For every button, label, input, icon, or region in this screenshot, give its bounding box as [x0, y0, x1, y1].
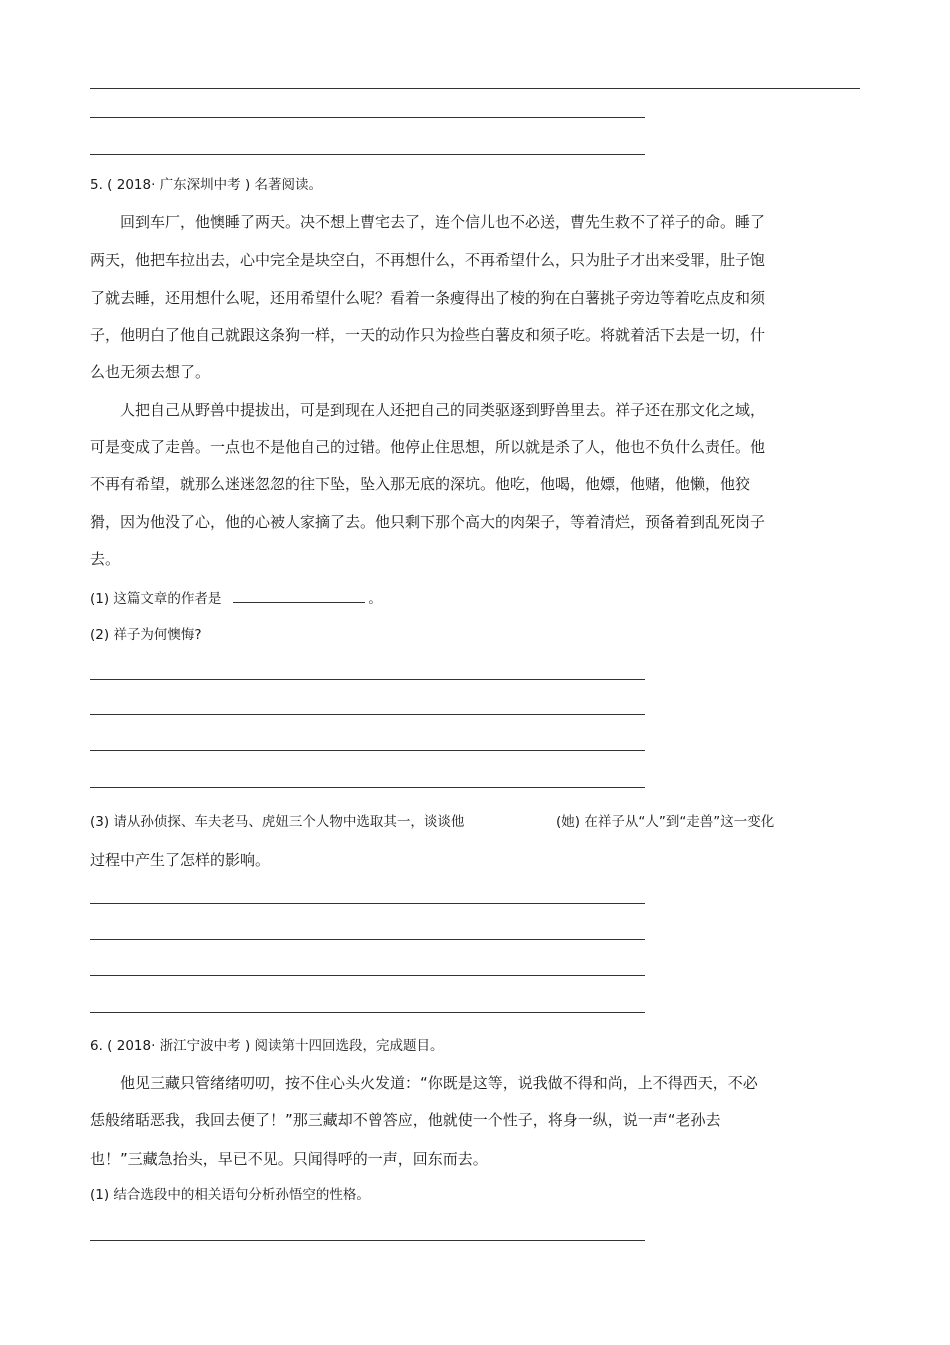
answer-line[interactable]	[90, 903, 645, 904]
passage-line: 了就去睡，还用想什么呢，还用希望什么呢？看着一条瘦得出了棱的狗在白薯挑子旁边等着吃点皮和须	[90, 289, 766, 307]
answer-line	[90, 88, 860, 89]
answer-line	[90, 117, 645, 118]
passage-line: 不再有希望，就那么迷迷忽忽的往下坠，坠入那无底的深坑。他吃，他喝，他嫖，他赌，他懒，他狡	[90, 475, 751, 493]
answer-line[interactable]	[90, 714, 645, 715]
answer-line	[90, 154, 645, 155]
question-6-header: 6. ( 2018· 浙江宁波中考 ) 阅读第十四回选段，完成题目。	[90, 1038, 444, 1054]
sub-question-3-part-b: (她) 在祥子从“人”到“走兽”这一变化	[556, 814, 775, 830]
answer-line[interactable]	[90, 939, 645, 940]
answer-line[interactable]	[90, 679, 645, 680]
passage-line: 回到车厂，他懊睡了两天。决不想上曹宅去了，连个信儿也不必送，曹先生救不了祥子的命。睡了	[120, 213, 766, 231]
q6-sub-question-1: (1) 结合选段中的相关语句分析孙悟空的性格。	[90, 1187, 370, 1203]
passage-line: 两天，他把车拉出去，心中完全是块空白，不再想什么，不再希望什么，只为肚子才出来受罪，肚子饱	[90, 251, 766, 269]
sub-question-1-prefix: (1) 这篇文章的作者是	[90, 591, 222, 607]
passage-line: 么也无须去想了。	[90, 363, 211, 381]
answer-line[interactable]	[90, 750, 645, 751]
passage-line: 也！”三藏急抬头，早已不见。只闻得呼的一声，回东而去。	[90, 1150, 488, 1168]
sub-question-2: (2) 祥子为何懊悔?	[90, 627, 202, 643]
question-5-header: 5. ( 2018· 广东深圳中考 ) 名著阅读。	[90, 177, 323, 193]
sub-question-1	[90, 588, 382, 609]
passage-line: 人把自己从野兽中提拔出，可是到现在人还把自己的同类驱逐到野兽里去。祥子还在那文化之域，	[120, 401, 766, 419]
passage-line: 猾，因为他没了心，他的心被人家摘了去。他只剩下那个高大的肉架子，等着清烂，预备着到乱死岗子	[90, 513, 766, 531]
passage-line: 可是变成了走兽。一点也不是他自己的过错。他停止住思想，所以就是杀了人，他也不负什么责任。他	[90, 438, 766, 456]
passage-line: 去。	[90, 550, 121, 568]
passage-line: 子，他明白了他自己就跟这条狗一样，一天的动作只为捡些白薯皮和须子吃。将就着活下去是一切，什	[90, 326, 766, 344]
answer-line[interactable]	[90, 787, 645, 788]
sub-question-1-suffix: 。	[368, 591, 382, 607]
passage-line: 恁般绪聒恶我，我回去便了！”那三藏却不曾答应，他就使一个性子，将身一纵，说一声“老孙去	[90, 1111, 721, 1129]
sub-question-3-part-a: (3) 请从孙侦探、车夫老马、虎妞三个人物中选取其一，谈谈他	[90, 814, 465, 830]
answer-line[interactable]	[90, 1012, 645, 1013]
answer-line[interactable]	[90, 975, 645, 976]
sub-question-3-line2: 过程中产生了怎样的影响。	[90, 851, 271, 869]
answer-line[interactable]	[90, 1240, 645, 1241]
passage-line: 他见三藏只管绪绪叨叨，按不住心头火发道：“你既是这等，说我做不得和尚，上不得西天，不必	[120, 1074, 758, 1092]
fill-blank[interactable]	[233, 588, 365, 603]
